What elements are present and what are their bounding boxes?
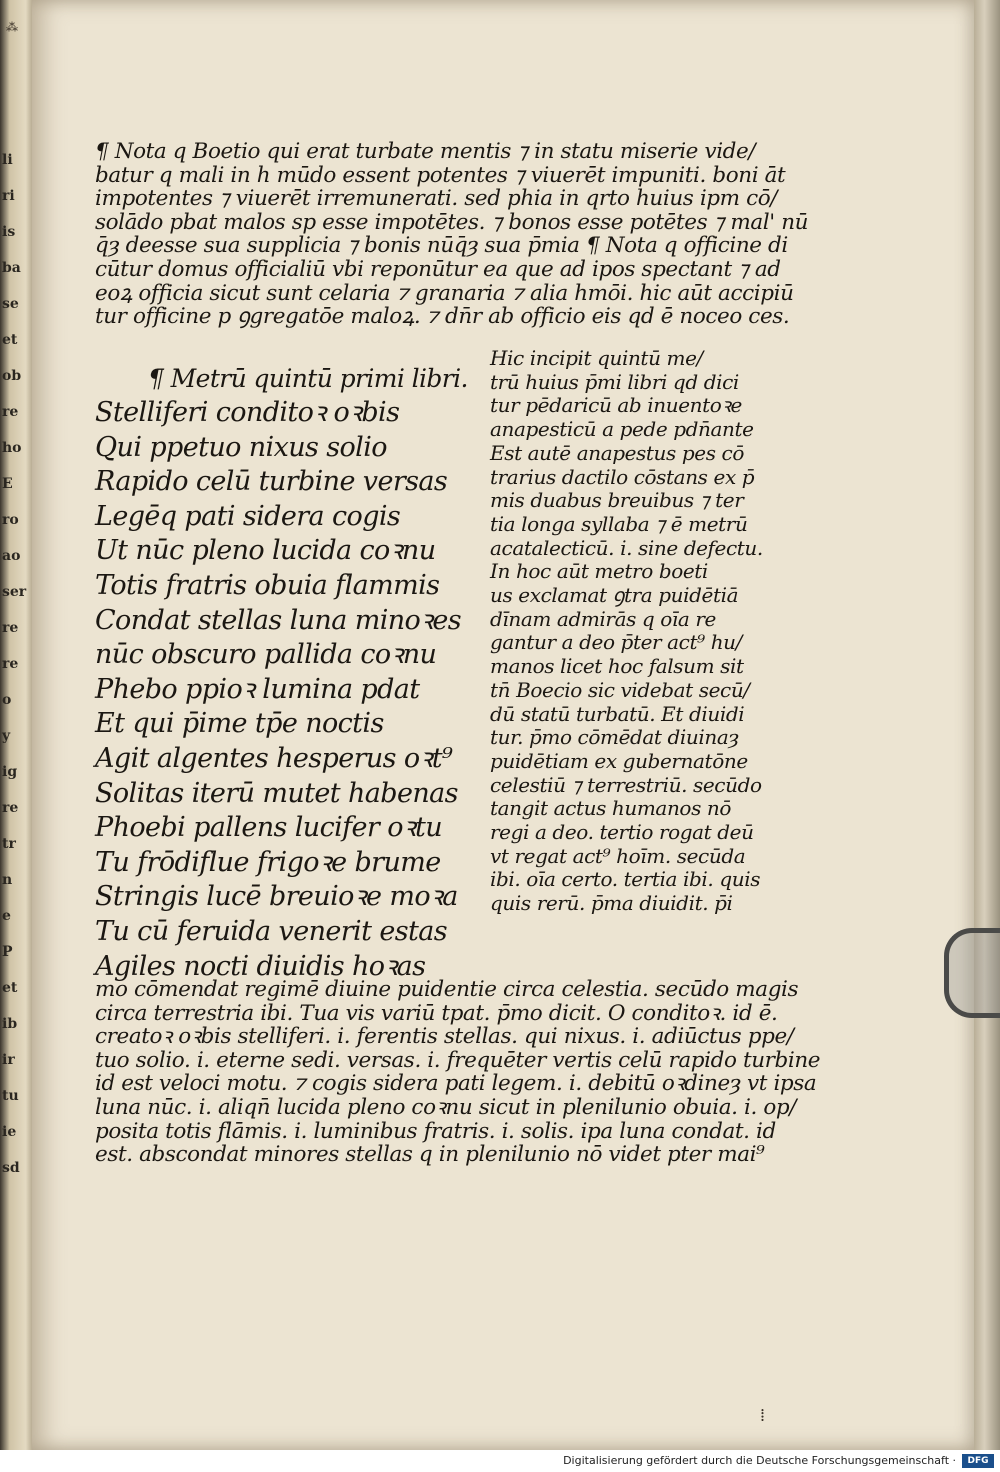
prose-line: solādo pbat malos sp esse impotētes. ⁊ bonos esse potētes ⁊ mal' nū [95, 209, 809, 235]
left-fragment: ro [2, 512, 19, 528]
verse-heading: ¶ Metrū quintū primi libri. [148, 364, 468, 393]
gloss-line: Est autē anapestus pes cō [490, 440, 744, 465]
dfg-logo: DFG [962, 1454, 994, 1468]
gloss-line: tur. p̄mo cōmēdat diuinaȝ [490, 725, 739, 750]
gloss-line: vt regat act⁹ hoīm. secūda [490, 843, 746, 868]
left-fragment: sd [2, 1160, 20, 1176]
left-fragment: li [2, 152, 13, 168]
gloss-line: acatalecticū. i. sine defectu. [490, 535, 763, 560]
left-fragment: tr [2, 836, 16, 852]
verse-line: Rapido celū turbine versas [95, 466, 448, 498]
left-fragment: re [2, 800, 19, 816]
left-fragment: ho [2, 440, 22, 456]
gloss-line: In hoc aūt metro boeti [490, 559, 708, 584]
commentary-line: tuo solio. i. eterne sedi. versas. i. frequēter vertis celū rapido turbine [95, 1047, 821, 1073]
gloss-line: anapesticū a pede pdn̄ante [490, 417, 754, 442]
left-fragment: o [2, 692, 12, 708]
commentary-line: circa terrestria ibi. Tua vis variū tpat. p̄mo dicit. O conditoꝛ. id ē. [95, 1000, 778, 1026]
gloss-line: trarius dactilo cōstans ex p̄ [490, 464, 755, 489]
gloss-line: ibi. oīa certo. tertia ibi. quis [490, 867, 761, 892]
verse-line: Stelliferi conditoꝛ oꝛbis [95, 397, 400, 428]
gloss-line: tur pēdaricū ab inuentoꝛe [490, 393, 742, 418]
gloss-line: gantur a deo p̄ter act⁹ hu/ [490, 630, 742, 655]
left-fragment: ib [2, 1016, 18, 1032]
gloss-line: dīnam admirās q oīa re [490, 606, 716, 631]
left-fragment: ir [2, 1052, 15, 1068]
gloss-line: regi a deo. tertio rogat deū [490, 820, 754, 844]
left-page-edge [0, 0, 32, 1450]
gloss-line: manos licet hoc falsum sit [490, 654, 744, 679]
funding-credit: Digitalisierung gefördert durch die Deutsche Forschungsgemeinschaft · [563, 1454, 956, 1467]
prose-line: tur officine p ꝯgregatōe maloꝝ. ⁊ dn̄r ab officio eis qd ē noceo ces. [95, 304, 790, 330]
verse-line: Totis fratris obuia flammis [95, 570, 440, 601]
verse-line: Qui ppetuo nixus solio [95, 431, 387, 463]
left-fragment: y [2, 728, 11, 744]
commentary-line: posita totis flāmis. i. luminibus fratris. i. solis. ipa luna condat. id [95, 1118, 776, 1144]
left-fragment: et [2, 332, 18, 348]
prose-line: cūtur domus officialiū vbi reponūtur ea que ad ipos spectant ⁊ ad [95, 257, 781, 282]
left-fragment: ser [2, 584, 27, 600]
commentary-line: luna nūc. i. aliqn̄ lucida pleno coꝛnu sicut in plenilunio obuia. i. op/ [95, 1095, 797, 1120]
left-fragment: ba [2, 260, 21, 276]
verse-line: Tu frōdiflue frigoꝛe brume [95, 846, 441, 878]
left-fragment: E [2, 476, 13, 492]
left-fragment: re [2, 620, 19, 636]
verse-line: Solitas iterū mutet habenas [95, 777, 458, 809]
gutter-mark: ⁞ [760, 1405, 766, 1426]
verse-line: Agit algentes hesperus oꝛt⁹ [95, 743, 453, 774]
gloss-line: tia longa syllaba ⁊ ē metrū [490, 511, 748, 536]
gloss-line: puidētiam ex gubernatōne [490, 748, 748, 773]
left-fragment: tu [2, 1088, 19, 1104]
gloss-line: dū statū turbatū. Et diuidi [490, 701, 745, 726]
gloss-line: celestiū ⁊ terrestriū. secūdo [490, 772, 762, 797]
verse-line: Condat stellas luna minoꝛes [95, 604, 462, 636]
verse-line: Et qui p̄ime tp̄e noctis [95, 708, 384, 740]
left-fragment: re [2, 404, 19, 420]
gloss-line: us exclamat ꝯtra puidētiā [490, 583, 739, 607]
footer-bar [0, 1450, 1000, 1472]
verse-line: Ut nūc pleno lucida coꝛnu [95, 535, 436, 567]
gloss-line: quis rerū. p̄ma diuidit. p̄i [490, 891, 733, 916]
page-fore-edge [974, 0, 1000, 1450]
commentary-line: est. abscondat minores stellas q in plenilunio nō videt pter mai⁹ [95, 1142, 765, 1168]
gloss-line: tangit actus humanos nō [490, 796, 732, 821]
verse-line: Stringis lucē breuioꝛe moꝛa [95, 881, 458, 913]
verse-line: Phebo ppioꝛ lumina pdat [95, 673, 420, 705]
commentary-line: mo cōmendat regimē diuine puidentie circa celestia. secūdo magis [95, 977, 799, 1002]
left-fragment: re [2, 656, 19, 672]
prose-line: ¶ Nota q Boetio qui erat turbate mentis ⁊ in statu miserie vide/ [95, 139, 756, 164]
metal-clip [944, 928, 1000, 1018]
left-fragment: is [2, 224, 16, 240]
left-fragment: ao [2, 548, 21, 564]
verse-line: Phoebi pallens lucifer oꝛtu [95, 812, 443, 844]
corner-mark: ⁂ [6, 20, 18, 34]
left-fragment: n [2, 872, 13, 888]
verse-line: Tu cū feruida venerit estas [95, 916, 447, 947]
gloss-line: mis duabus breuibus ⁊ ter [490, 488, 744, 513]
left-fragment: ig [2, 764, 18, 780]
commentary-line: creatoꝛ oꝛbis stelliferi. i. ferentis stellas. qui nixus. i. adiūctus ppe/ [95, 1024, 794, 1050]
prose-line: eoꝝ officia sicut sunt celaria ⁊ granaria ⁊ alia hmōi. hic aūt accipiū [95, 280, 794, 306]
prose-line: q̄ȝ deesse sua supplicia ⁊ bonis nūq̄ȝ sua p̄mia ¶ Nota q officine di [95, 233, 788, 259]
left-fragment: et [2, 980, 18, 996]
left-fragment: P [2, 944, 13, 960]
prose-line: impotentes ⁊ viuerēt irremunerati. sed phia in qrto huius ipm cō/ [95, 186, 778, 212]
left-fragment: ri [2, 188, 15, 204]
left-fragment: ie [2, 1124, 17, 1140]
gloss-line: trū huius p̄mi libri qd dici [490, 369, 739, 394]
gloss-line: Hic incipit quintū me/ [490, 346, 703, 370]
left-fragment: se [2, 296, 19, 312]
left-fragment: ob [2, 368, 22, 384]
prose-line: batur q mali in h mūdo essent potentes ⁊ viuerēt impuniti. boni āt [95, 162, 786, 188]
commentary-line: id est veloci motu. ⁊ cogis sidera pati legem. i. debitū oꝛdineȝ vt ipsa [95, 1071, 817, 1097]
gloss-line: tn̄ Boecio sic videbat secū/ [490, 677, 750, 702]
verse-line: Agiles nocti diuidis hoꝛas [95, 950, 426, 982]
verse-line: nūc obscuro pallida coꝛnu [95, 639, 437, 671]
verse-line: Legēq pati sidera cogis [95, 500, 401, 532]
left-fragment: e [2, 908, 11, 924]
